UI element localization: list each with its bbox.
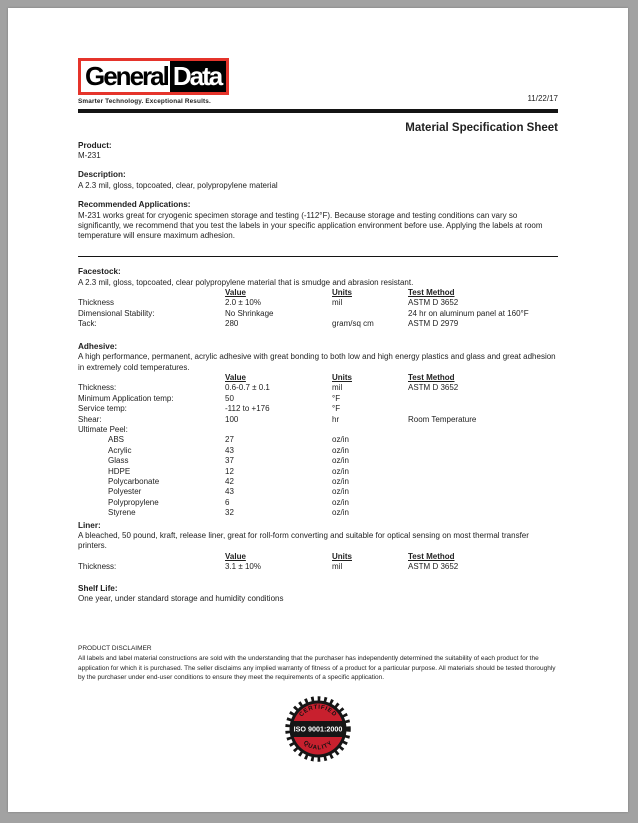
spec-row-value: 3.1 ± 10% — [225, 562, 261, 572]
section-divider-rule — [78, 256, 558, 258]
spec-row-name: Thickness: — [78, 383, 117, 393]
spec-row-units — [332, 425, 408, 435]
spec-row-value: 100 — [225, 414, 239, 424]
spec-row-units: hr — [332, 414, 340, 424]
shelf-life-text: One year, under standard storage and humidity conditions — [78, 594, 284, 604]
badge-top-text: CERTIFIED — [298, 704, 338, 719]
column-header-units: Units — [332, 551, 352, 561]
description-label: Description: — [78, 170, 126, 180]
description-text: A 2.3 mil, gloss, topcoated, clear, polypropylene material — [78, 180, 278, 190]
iso-badge-icon — [284, 695, 352, 763]
spec-row-units: mil — [332, 562, 343, 572]
document-page — [8, 8, 628, 812]
disclaimer-text: All labels and label material constructions are sold with the understanding that the purchaser has independently determined the suitability of each product for the application for which it is purchased. The seller disclaims any implied warranty of fitness of a product for a particular purpose. All materials should be tested thoroughly by the purchaser under end-user conditions to ensure they meet the requirements of a specific application. — [78, 655, 556, 682]
column-header-value: Value — [225, 372, 246, 382]
iso-certified-badge — [78, 695, 558, 763]
spec-row-name: Dimensional Stability: — [78, 308, 155, 318]
column-header-units: Units — [332, 288, 352, 298]
peel-row-value: 43 — [225, 445, 234, 455]
peel-row-value: 12 — [225, 466, 234, 476]
peel-row-name: Polypropylene — [108, 497, 159, 507]
spec-row-value: 50 — [225, 393, 234, 403]
spec-row-units: gram/sq cm — [332, 319, 374, 329]
header-rule — [78, 109, 558, 113]
spec-row-test — [408, 404, 558, 414]
column-header-units: Units — [332, 372, 352, 382]
column-header-test-method: Test Method — [408, 288, 455, 298]
spec-row-test: 24 hr on aluminum panel at 160°F — [408, 308, 529, 318]
spec-row-name: Thickness: — [78, 562, 117, 572]
peel-row-value: 37 — [225, 456, 234, 466]
product-value: M-231 — [78, 150, 101, 160]
spec-row-test — [408, 394, 558, 404]
liner-table — [78, 552, 558, 573]
document-date: 11/22/17 — [527, 94, 558, 103]
peel-row-name: Glass — [108, 456, 129, 466]
spec-row-test: ASTM D 3652 — [408, 383, 459, 393]
peel-row-value: 43 — [225, 487, 234, 497]
spec-row-units: mil — [332, 298, 343, 308]
logo-text-general: General — [81, 61, 170, 92]
spec-row-value: No Shrinkage — [225, 308, 274, 318]
spec-row-name: Minimum Application temp: — [78, 393, 174, 403]
disclaimer-label: PRODUCT DISCLAIMER — [78, 645, 152, 653]
spec-row-test: ASTM D 3652 — [408, 562, 459, 572]
shelf-life-label: Shelf Life: — [78, 583, 118, 593]
liner-text: A bleached, 50 pound, kraft, release liner, great for roll-form converting and suitable for optical sensing on most thermal transfer printers. — [78, 531, 529, 551]
spec-row-units: mil — [332, 383, 343, 393]
peel-row-name: Polyester — [108, 487, 142, 497]
badge-middle-text: ISO 9001:2000 — [293, 724, 343, 734]
column-header-test-method: Test Method — [408, 372, 455, 382]
spec-row-value: -112 to +176 — [225, 404, 270, 414]
spec-row-name: Ultimate Peel: — [78, 424, 128, 434]
peel-row-value: 27 — [225, 435, 234, 445]
spec-row-value: 2.0 ± 10% — [225, 298, 261, 308]
page-title: Material Specification Sheet — [405, 121, 558, 134]
spec-row-value — [225, 425, 332, 435]
peel-row-name: Styrene — [108, 508, 136, 518]
logo-text-data: Data — [170, 61, 226, 92]
spec-row-units: °F — [332, 393, 341, 403]
peel-row-units: oz/in — [332, 456, 349, 466]
spec-row-value: 280 — [225, 319, 239, 329]
recommended-applications-label: Recommended Applications: — [78, 200, 191, 210]
spec-row-name: Service temp: — [78, 404, 127, 414]
spec-row-test: Room Temperature — [408, 414, 477, 424]
peel-row-value: 32 — [225, 508, 234, 518]
facestock-table — [78, 288, 558, 330]
peel-row-name: HDPE — [108, 466, 131, 476]
spec-row-test — [408, 425, 558, 435]
spec-row-name: Shear: — [78, 414, 102, 424]
peel-row-name: ABS — [108, 435, 125, 445]
column-header-value: Value — [225, 288, 246, 298]
product-disclaimer — [78, 644, 558, 682]
peel-row-units: oz/in — [332, 466, 349, 476]
liner-label: Liner: — [78, 520, 101, 530]
peel-row-units: oz/in — [332, 487, 349, 497]
peel-row-value: 42 — [225, 476, 234, 486]
logo-box — [78, 58, 229, 95]
peel-row-units: oz/in — [332, 476, 349, 486]
facestock-text: A 2.3 mil, gloss, topcoated, clear polypropylene material that is smudge and abrasion resistant. — [78, 277, 414, 287]
adhesive-label: Adhesive: — [78, 341, 118, 351]
product-label: Product: — [78, 140, 112, 150]
spec-row-units — [332, 309, 408, 319]
badge-bottom-text: QUALITY — [301, 739, 335, 752]
spec-row-name: Thickness — [78, 298, 115, 308]
spec-row-test: ASTM D 2979 — [408, 319, 459, 329]
peel-row-value: 6 — [225, 497, 230, 507]
peel-row-name: Polycarbonate — [108, 476, 160, 486]
spec-row-name: Tack: — [78, 319, 97, 329]
adhesive-text: A high performance, permanent, acrylic adhesive with great bonding to both low and high energy plastics and glass and great adhesion in extremely cold temperatures. — [78, 352, 556, 372]
adhesive-table — [78, 373, 558, 519]
spec-row-test: ASTM D 3652 — [408, 298, 459, 308]
document-header — [78, 58, 558, 105]
spec-row-value: 0.6-0.7 ± 0.1 — [225, 383, 270, 393]
column-header-value: Value — [225, 551, 246, 561]
recommended-applications-text: M-231 works great for cryogenic specimen storage and testing (-112°F). Because storage and testing conditions can vary so significantly, we recommend that you test the labels in your specific application environment before use. Applying the labels at room temperature will ensure maximum adhesion. — [78, 210, 543, 241]
facestock-label: Facestock: — [78, 267, 121, 277]
logo-tagline: Smarter Technology. Exceptional Results. — [78, 98, 211, 105]
peel-row-units: oz/in — [332, 497, 349, 507]
column-header-test-method: Test Method — [408, 551, 455, 561]
peel-row-units: oz/in — [332, 508, 349, 518]
peel-row-units: oz/in — [332, 435, 349, 445]
spec-row-units: °F — [332, 404, 341, 414]
general-data-logo — [78, 58, 229, 105]
peel-row-units: oz/in — [332, 445, 349, 455]
peel-row-name: Acrylic — [108, 445, 132, 455]
